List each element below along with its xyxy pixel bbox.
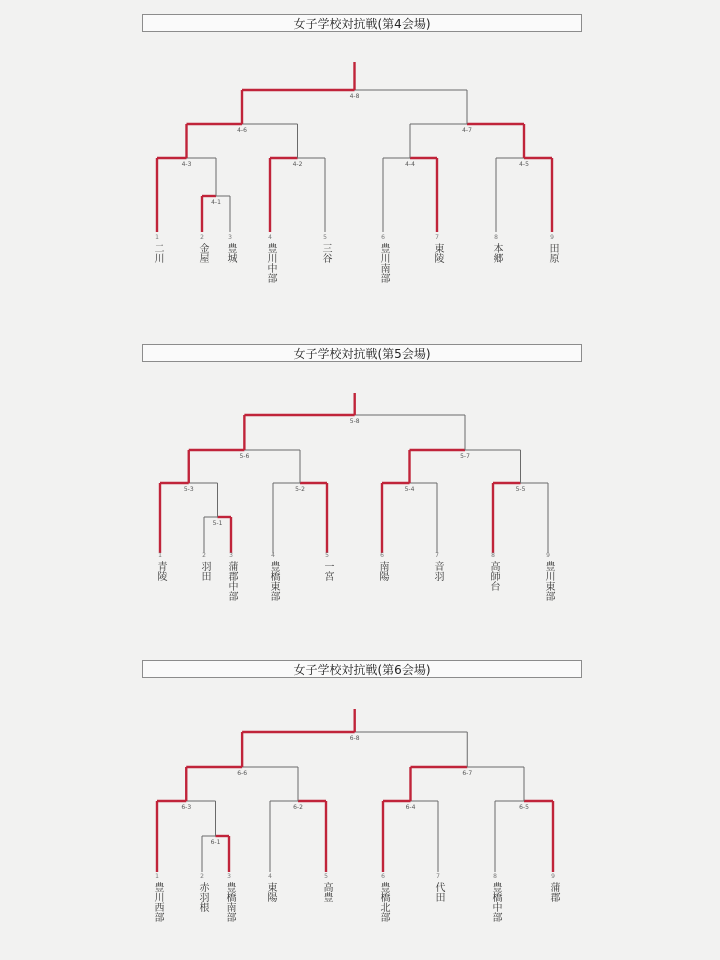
team-seed: 7 <box>436 873 440 880</box>
team-name: 蒲郡中部 <box>226 561 237 601</box>
match-label: 6-7 <box>462 770 473 777</box>
bracket-title: 女子学校対抗戦(第6会場) <box>142 660 582 678</box>
team-name: 豊川東部 <box>543 561 554 601</box>
match-label: 5-4 <box>404 486 415 493</box>
match-label: 4-8 <box>349 93 360 100</box>
team-name: 代田 <box>433 882 444 902</box>
match-label: 6-1 <box>210 839 221 846</box>
team-seed: 5 <box>324 873 328 880</box>
team-name: 豊川中部 <box>265 243 276 283</box>
team-seed: 8 <box>491 552 495 559</box>
bracket-title: 女子学校対抗戦(第4会場) <box>142 14 582 32</box>
team-name: 一宮 <box>322 561 333 581</box>
team-name: 南陽 <box>377 561 388 581</box>
team-name: 本郷 <box>491 243 502 263</box>
match-label: 5-3 <box>183 486 194 493</box>
team-name: 豊橋南部 <box>224 882 235 922</box>
team-seed: 3 <box>228 234 232 241</box>
team-seed: 7 <box>435 552 439 559</box>
team-name: 二川 <box>152 243 163 263</box>
team-seed: 1 <box>158 552 162 559</box>
match-label: 4-7 <box>462 127 472 134</box>
team-seed: 2 <box>200 873 204 880</box>
team-seed: 8 <box>494 234 498 241</box>
match-label: 5-5 <box>515 486 526 493</box>
team-seed: 7 <box>435 234 439 241</box>
team-seed: 2 <box>202 552 206 559</box>
team-seed: 9 <box>551 873 555 880</box>
team-name: 東陵 <box>432 243 443 263</box>
team-name: 豊橋東部 <box>268 561 279 601</box>
team-seed: 5 <box>323 234 327 241</box>
match-label: 5-7 <box>460 453 470 460</box>
team-seed: 2 <box>200 234 204 241</box>
match-label: 6-4 <box>405 804 416 811</box>
team-seed: 9 <box>550 234 554 241</box>
match-label: 6-5 <box>519 804 529 811</box>
team-name: 豊城 <box>225 243 236 263</box>
team-seed: 1 <box>155 234 159 241</box>
team-name: 田原 <box>547 243 558 263</box>
team-seed: 6 <box>381 234 385 241</box>
match-label: 6-8 <box>349 735 360 742</box>
match-label: 5-6 <box>239 453 250 460</box>
match-label: 4-3 <box>181 161 192 168</box>
team-name: 高師台 <box>488 561 499 591</box>
match-label: 6-2 <box>293 804 303 811</box>
team-name: 赤羽根 <box>197 882 208 912</box>
team-name: 音羽 <box>432 561 443 581</box>
team-seed: 6 <box>381 873 385 880</box>
team-seed: 3 <box>229 552 233 559</box>
team-name: 東陽 <box>265 882 276 902</box>
team-seed: 4 <box>271 552 275 559</box>
bracket-title: 女子学校対抗戦(第5会場) <box>142 344 582 362</box>
team-name: 羽田 <box>199 561 210 581</box>
match-label: 4-1 <box>211 199 221 206</box>
match-label: 6-3 <box>181 804 192 811</box>
team-name: 豊川西部 <box>152 882 163 922</box>
team-seed: 5 <box>325 552 329 559</box>
match-label: 5-1 <box>212 520 223 527</box>
team-seed: 9 <box>546 552 550 559</box>
team-seed: 1 <box>155 873 159 880</box>
team-name: 三谷 <box>320 243 331 263</box>
team-name: 豊川南部 <box>378 243 389 283</box>
team-seed: 4 <box>268 873 272 880</box>
match-label: 4-2 <box>292 161 303 168</box>
team-seed: 4 <box>268 234 272 241</box>
match-label: 5-2 <box>295 486 305 493</box>
match-label: 4-6 <box>237 127 247 134</box>
team-name: 高豊 <box>321 882 332 902</box>
match-label: 4-5 <box>519 161 529 168</box>
team-name: 青陵 <box>155 561 166 581</box>
team-name: 豊橋北部 <box>378 882 389 922</box>
team-name: 蒲郡 <box>548 882 559 902</box>
team-name: 金屋 <box>197 243 208 263</box>
match-label: 6-6 <box>237 770 248 777</box>
team-seed: 6 <box>380 552 384 559</box>
match-label: 4-4 <box>405 161 415 168</box>
team-seed: 8 <box>493 873 497 880</box>
team-seed: 3 <box>227 873 231 880</box>
match-label: 5-8 <box>349 418 360 425</box>
team-name: 豊橋中部 <box>490 882 501 922</box>
